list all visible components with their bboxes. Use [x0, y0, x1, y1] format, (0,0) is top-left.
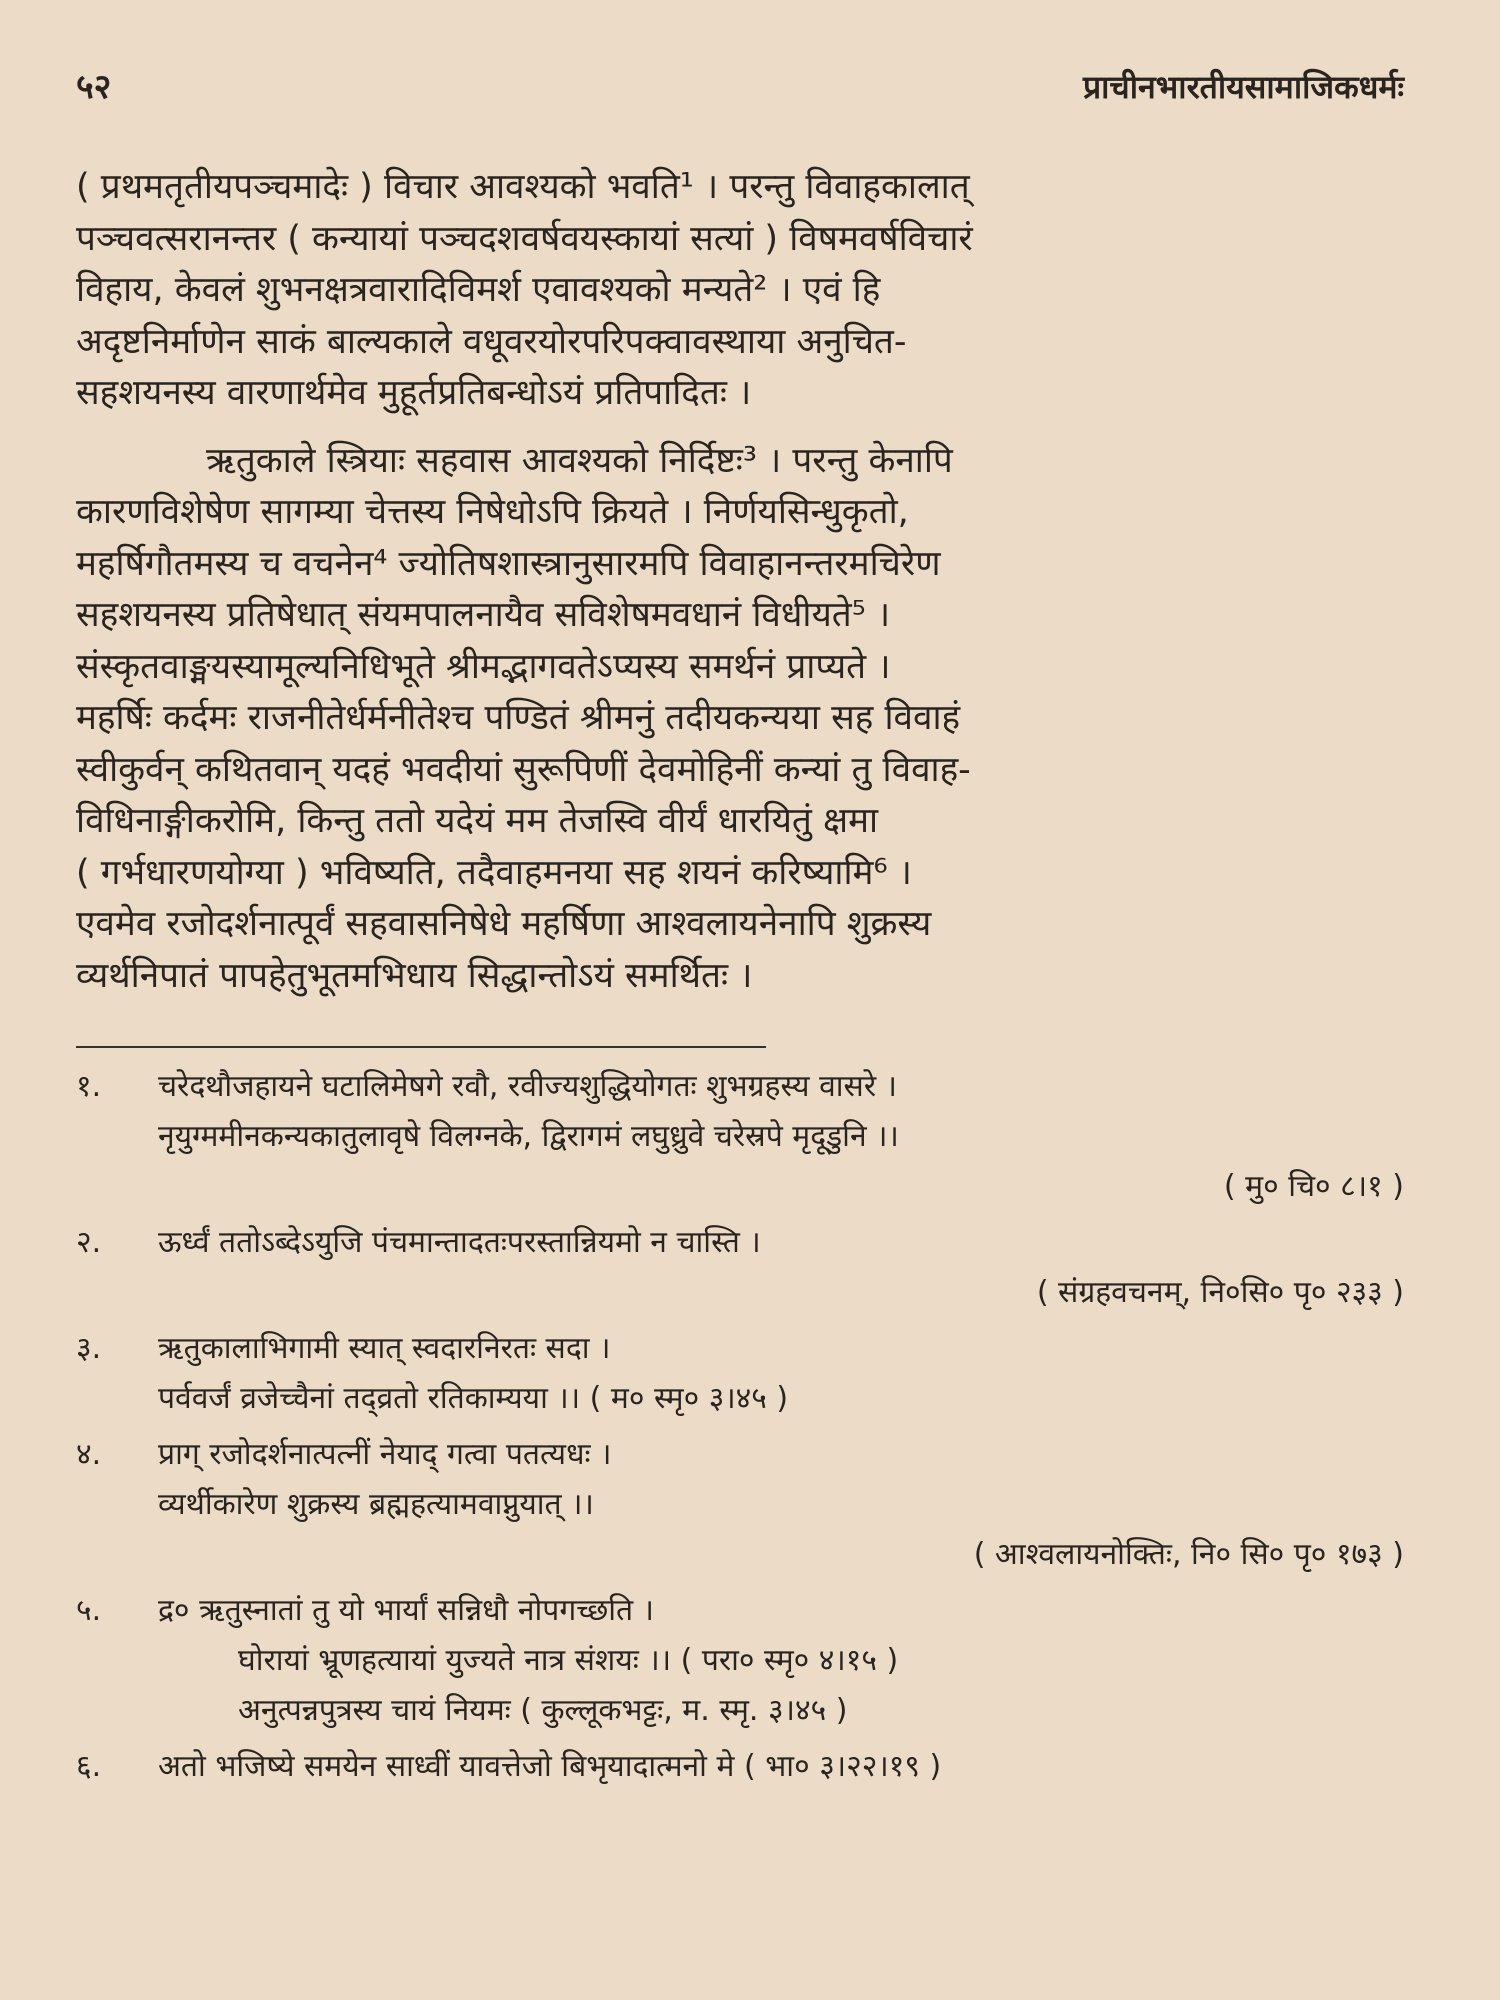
paragraph-2 [76, 436, 1404, 1003]
footnote-body [158, 1218, 1404, 1318]
text-line: कारणविशेषेण सागम्या चेत्तस्य निषेधोऽपि क्रियते । निर्णयसिन्धुकृतो, [76, 492, 909, 532]
footnote-line: ऊर्ध्वं ततोऽब्देऽयुजि पंचमान्तादतःपरस्तान्नियमो न चास्ति । [158, 1225, 761, 1260]
text-line: विहाय, केवलं शुभनक्षत्रवारादिविमर्श एवावश्यको मन्यते² । एवं हि [76, 270, 881, 310]
footnote-5 [76, 1586, 1404, 1736]
text-line: पञ्चवत्सरानन्तर ( कन्यायां पञ्चदशवर्षवयस्कायां सत्यां ) विषमवर्षविचारं [76, 218, 973, 259]
footnote-number: ५. [76, 1593, 102, 1628]
footnote-line: पर्ववर्जं व्रजेच्चैनां तद्व्रतो रतिकाम्यया ।। ( म० स्मृ० ३।४५ ) [158, 1381, 789, 1416]
footnote-body [158, 1742, 1404, 1792]
footnote-body [158, 1430, 1404, 1580]
footnote-line: घोरायां भ्रूणहत्यायां युज्यते नात्र संशयः ।। ( परा० स्मृ० ४।१५ ) [238, 1643, 899, 1678]
footnote-2 [76, 1218, 1404, 1318]
footnote-line: प्राग् रजोदर्शनात्पत्नीं नेयाद् गत्वा पतत्यधः । [158, 1437, 612, 1472]
text-line: ( प्रथमतृतीयपञ्चमादेः ) विचार आवश्यको भवति¹ । परन्तु विवाहकालात् [76, 167, 970, 207]
text-line: सहशयनस्य प्रतिषेधात् संयमपालनायैव सविशेषमवधानं विधीयते⁵ । [76, 595, 891, 635]
footnote-number: ४. [76, 1437, 102, 1472]
footnote-3 [76, 1324, 1404, 1424]
page-number: ५२ [76, 67, 112, 107]
text-line: विधिनाङ्गीकरोमि, किन्तु ततो यदेयं मम तेजस्वि वीर्यं धारयितुं क्षमा [76, 801, 879, 841]
main-text [76, 162, 1404, 1002]
paragraph-1 [76, 162, 1404, 420]
text-line: सहशयनस्य वारणार्थमेव मुहूर्तप्रतिबन्धोऽयं प्रतिपादितः । [76, 373, 752, 413]
footnote-number: १. [76, 1069, 102, 1104]
footnote-body [158, 1062, 1404, 1212]
text-line: ऋतुकाले स्त्रियाः सहवास आवश्यको निर्दिष्टः³ । परन्तु केनापि [206, 440, 953, 481]
text-line: महर्षिगौतमस्य च वचनेन⁴ ज्योतिषशास्त्रानुसारमपि विवाहानन्तरमचिरेण [76, 543, 941, 584]
text-line: अदृष्टनिर्माणेन साकं बाल्यकाले वधूवरयोरपरिपक्वावस्थाया अनुचित- [76, 321, 907, 362]
running-title: प्राचीनभारतीयसामाजिकधर्मः [1082, 68, 1404, 106]
text-line: महर्षिः कर्दमः राजनीतेर्धर्मनीतेश्च पण्डितं श्रीमनुं तदीयकन्यया सह विवाहं [76, 698, 961, 738]
footnote-body [158, 1586, 1404, 1736]
footnote-line: ऋतुकालाभिगामी स्यात् स्वदारनिरतः सदा । [158, 1331, 611, 1366]
footnote-1 [76, 1062, 1404, 1212]
text-line: संस्कृतवाङ्मयस्यामूल्यनिधिभूते श्रीमद्भागवतेऽप्यस्य समर्थनं प्राप्यते । [76, 646, 891, 687]
text-line: स्वीकुर्वन् कथितवान् यदहं भवदीयां सुरूपिणीं देवमोहिनीं कन्यां तु विवाह- [76, 749, 971, 790]
page-header [76, 62, 1404, 122]
footnote-body [158, 1324, 1404, 1424]
footnote-line: अनुत्पन्नपुत्रस्य चायं नियमः ( कुल्लूकभट्टः, म. स्मृ. ३।४५ ) [238, 1693, 848, 1728]
text-line: व्यर्थनिपातं पापहेतुभूतमभिधाय सिद्धान्तोऽयं समर्थितः । [76, 955, 753, 996]
footnote-source: ( मु० चि० ८।१ ) [1223, 1169, 1404, 1204]
footnote-line: द्र० ऋतुस्नातां तु यो भार्यां सन्निधौ नोपगच्छति । [158, 1593, 655, 1628]
footnote-number: ६. [76, 1749, 102, 1784]
footnote-4 [76, 1430, 1404, 1580]
footnote-line: नृयुग्ममीनकन्यकातुलावृषे विलग्नके, द्विरागमं लघुध्रुवे चरेस्रपे मृदूडुनि ।। [158, 1119, 899, 1154]
footnote-number: २. [76, 1225, 102, 1260]
footnote-number: ३. [76, 1331, 102, 1366]
footnote-6 [76, 1742, 1404, 1792]
footnote-source: ( संग्रहवचनम्, नि०सि० पृ० २३३ ) [1036, 1275, 1404, 1310]
footnote-line: चरेदथौजहायने घटालिमेषगे रवौ, रवीज्यशुद्धियोगतः शुभग्रहस्य वासरे । [158, 1069, 897, 1104]
text-line: ( गर्भधारणयोग्या ) भविष्यति, तदैवाहमनया सह शयनं करिष्यामि⁶ । [76, 852, 912, 893]
footnote-source: ( आश्वलायनोक्तिः, नि० सि० पृ० १७३ ) [973, 1537, 1404, 1572]
text-line: एवमेव रजोदर्शनात्पूर्वं सहवासनिषेधे महर्षिणा आश्वलायनेनापि शुक्रस्य [76, 904, 932, 944]
footnote-line: व्यर्थीकारेण शुक्रस्य ब्रह्महत्यामवाप्नुयात् ।। [158, 1487, 594, 1522]
footnote-divider [76, 1046, 766, 1048]
footnotes [76, 1062, 1404, 1792]
footnote-line: अतो भजिष्ये समयेन साध्वीं यावत्तेजो बिभृयादात्मनो मे ( भा० ३।२२।१९ ) [158, 1749, 942, 1784]
